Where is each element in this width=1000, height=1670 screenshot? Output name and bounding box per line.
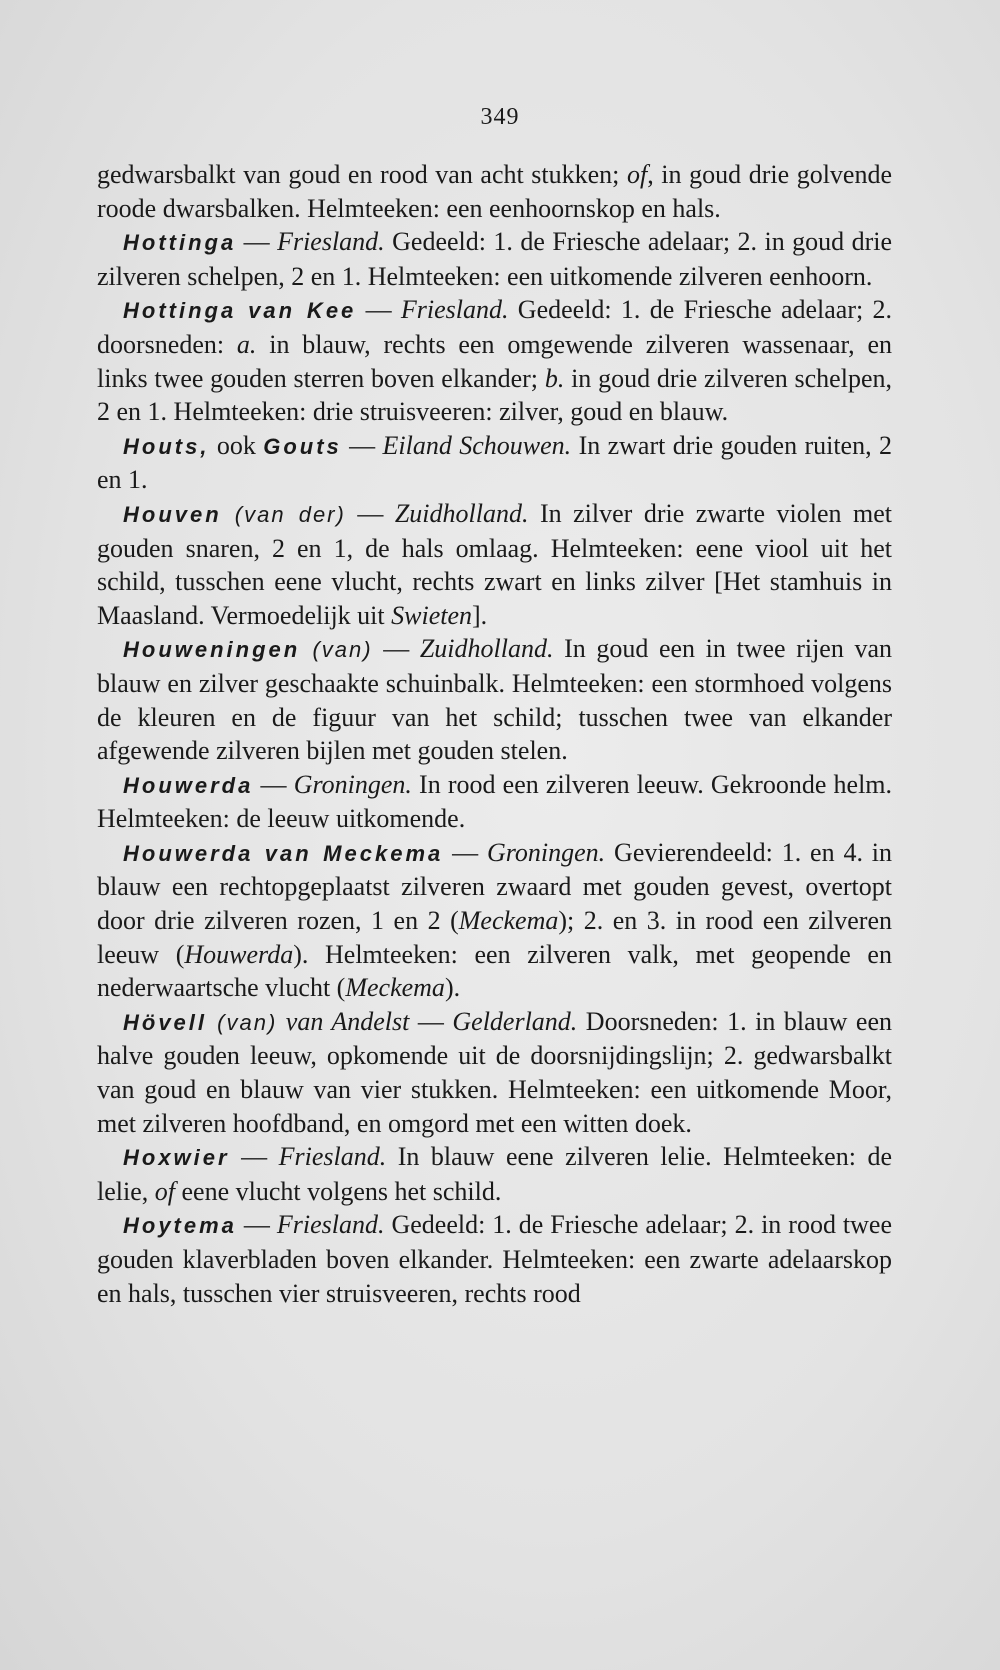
entry-name: Houven (123, 501, 222, 527)
entry-houwerda (97, 768, 892, 836)
entry-region: Gelderland. (452, 1006, 578, 1036)
page-number: 349 (480, 104, 520, 130)
entry-name: Houwerda van Meckema (123, 840, 444, 866)
entry-body-1: Gevierendeeld: 1. en 4. in blauw een rechtopgeplaatst zilveren zwaard met gouden gevest, overtopt door drie zilveren rozen, 1 en 2 ( (97, 837, 893, 936)
entry-body-3: in goud drie zilveren schelpen, 2 en 1. Helmteeken: drie struisveeren: zilver, goud en blauw. (97, 363, 892, 427)
entry-reference-1: Meckema (458, 906, 559, 936)
entry-body-end: ]. (472, 600, 488, 630)
entry-marker-b: b. (544, 363, 565, 393)
entry-body-2: in blauw, rechts een omgewende zilveren wassenaar, en links twee gouden sterren boven elkander; (97, 329, 892, 393)
entry-name: Hövell (123, 1009, 208, 1035)
entry-separator: — (345, 498, 395, 528)
entry-body: In zwart drie gouden ruiten, 2 en 1. (97, 430, 892, 495)
entry-body-2: ); 2. en 3. in rood een zilveren leeuw ( (97, 906, 893, 969)
entry-region: Friesland. (276, 1210, 385, 1240)
entry-region: Zuidholland. (394, 498, 529, 528)
entry-body-4: ). (444, 973, 461, 1003)
entry-body-1: In blauw eene zilveren lelie. Helmteeken: de lelie, (97, 1142, 892, 1206)
entry-reference-2: Houwerda (184, 939, 294, 969)
entry-body: In rood een zilveren leeuw. Gekroonde helm. Helmteeken: de leeuw uitkomende. (97, 769, 893, 834)
entry-region: Eiland Schouwen. (382, 430, 572, 460)
entry-region: Friesland. (278, 1142, 387, 1172)
entry-houwerda-van-meckema (97, 836, 892, 1005)
entry-body-3: ). Helmteeken: een zilveren valk, met geopende en nederwaartsche vlucht ( (97, 939, 892, 1003)
continuation-text-end: , in goud drie golvende roode dwarsbalken. Helmteeken: een eenhoornskop en hals. (97, 160, 893, 223)
entry-name: Houts, (123, 433, 210, 459)
entry-hoxwier (97, 1140, 892, 1208)
entry-name: Hottinga van Kee (123, 298, 357, 324)
entry-reference: Swieten (391, 600, 472, 630)
entry-body: In zilver drie zwarte violen met gouden snaren, 2 en 1, de hals omlaag. Helmteeken: eene viool uit het schild, tusschen eene vlucht, rechts zwart en links zilver [Het stamhuis in Maasland. Vermoedelijk uit (97, 498, 892, 630)
entry-separator: — (443, 837, 487, 867)
entry-body: Gedeeld: 1. de Friesche adelaar; 2. in rood twee gouden klaverbladen boven elkander. Helmteeken: een zwarte adelaarskop en hals, tusschen vier struisveeren, rechts rood (97, 1210, 892, 1308)
continuation-paragraph (97, 158, 892, 225)
entry-name-suffix: (van der) (221, 501, 346, 527)
entry-name-suffix: (van) (300, 637, 373, 663)
entry-body: Gedeeld: 1. de Friesche adelaar; 2. in goud drie zilveren schelpen, 2 en 1. Helmteeken: een uitkomende zilveren eenhoorn. (97, 227, 892, 291)
entry-body: Doorsneden: 1. in blauw een halve gouden leeuw, opkomende uit de doorsnijdingslijn; 2. gedwarsbalkt van goud en blauw van vier stukken. Helmteeken: een uitkomende Moor, met zilveren hoofdband, en omgord met een witten doek. (97, 1006, 893, 1138)
entry-body: In goud een in twee rijen van blauw en zilver geschaakte schuinbalk. Helmteeken: een stormhoed volgens de kleuren en de figuur van het schild; tusschen twee van elkander afgewende zilveren bijlen met gouden stelen. (97, 634, 892, 766)
entry-name-alt: Gouts (263, 433, 342, 459)
entry-name: Hoytema (123, 1213, 237, 1239)
text-body (97, 158, 892, 1310)
entry-separator: — (229, 1142, 279, 1172)
entry-houweningen (97, 632, 892, 767)
entry-name: Hottinga (123, 230, 237, 256)
entry-separator: — (253, 769, 294, 799)
entry-region: Groningen. (486, 837, 606, 867)
entry-hovell (97, 1005, 892, 1140)
entry-region: Zuidholland. (419, 634, 554, 664)
entry-marker-a: a. (236, 329, 257, 359)
entry-ook: ook (209, 430, 264, 460)
entry-separator: — (356, 295, 401, 325)
entry-separator: — (236, 227, 278, 257)
entry-name: Hoxwier (123, 1145, 230, 1171)
entry-separator: — (372, 634, 420, 664)
entry-houven (97, 497, 892, 632)
entry-body-2: eene vlucht volgens het schild. (175, 1176, 502, 1206)
entry-body-1: Gedeeld: 1. de Friesche adelaar; 2. doorsneden: (97, 295, 893, 359)
entry-separator: — (341, 430, 383, 460)
continuation-of: of (626, 160, 648, 189)
entry-name-rest: van Andelst (277, 1006, 410, 1036)
entry-hottinga-van-kee (97, 293, 892, 428)
continuation-text: gedwarsbalkt van goud en rood van acht stukken; (97, 160, 627, 189)
entry-of: of (154, 1176, 175, 1206)
entry-hoytema (97, 1208, 892, 1310)
entry-reference-3: Meckema (345, 973, 445, 1003)
entry-region: Groningen. (293, 769, 412, 799)
entry-separator: — (236, 1210, 277, 1240)
entry-houts (97, 429, 892, 497)
entry-name-suffix: (van) (207, 1009, 278, 1035)
entry-name: Houweningen (123, 637, 301, 663)
entry-hottinga (97, 225, 892, 293)
entry-region: Friesland. (400, 295, 509, 325)
entry-separator: — (409, 1006, 453, 1036)
entry-name: Houwerda (123, 772, 254, 798)
entry-region: Friesland. (277, 227, 385, 257)
